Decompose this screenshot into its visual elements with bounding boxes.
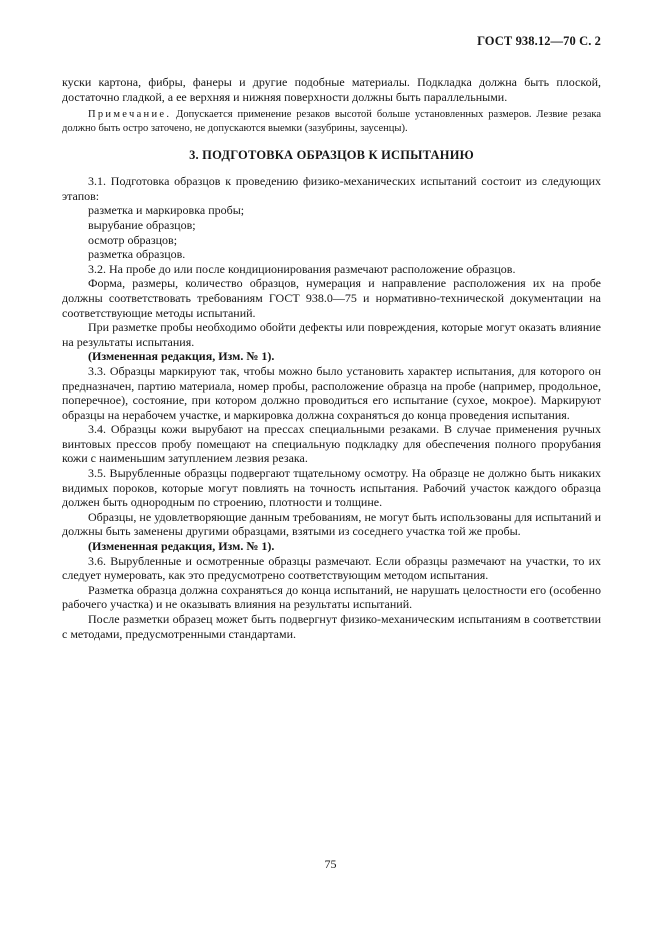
section-title: 3. ПОДГОТОВКА ОБРАЗЦОВ К ИСПЫТАНИЮ	[189, 148, 474, 163]
note-paragraph	[62, 108, 601, 135]
stage-item: вырубание образцов;	[88, 217, 196, 232]
stage-item: осмотр образцов;	[88, 232, 178, 247]
stage-item: разметка образцов.	[88, 247, 186, 262]
paragraph-3-1: 3.1. Подготовка образцов к проведению физико-механических испытаний состоит из следующих этапов:	[62, 174, 601, 203]
page-number: 75	[324, 857, 337, 871]
stage-item: разметка и маркировка пробы;	[88, 203, 245, 218]
paragraph-3-5: 3.5. Вырубленные образцы подвергают тщательному осмотру. На образце не должно быть никаких видимых пороков, которые могут повлиять на точность испытания. Рабочий участок каждого образца должен быть однородным по строению, плотности и толщине.	[62, 466, 601, 510]
document-header: ГОСТ 938.12—70 С. 2	[477, 34, 601, 48]
paragraph-3-3: 3.3. Образцы маркируют так, чтобы можно было установить характер испытания, для которого он предназначен, партию материала, номер пробы, расположение образца на пробе (например, продольное, поперечное), состояние, при котором должно проводиться его испытание (сухое, мокрое). Маркируют образцы на нерабочем участке, и маркировка должна сохраняться до конца проведения испытания.	[62, 363, 601, 422]
paragraph-3-2: 3.2. На пробе до или после кондиционирования размечают расположение образцов.	[88, 261, 516, 276]
paragraph-3-5b: Образцы, не удовлетворяющие данным требованиям, не могут быть использованы для испытаний и должны быть заменены другими образцами, взятыми из соседнего участка той же пробы.	[62, 509, 601, 539]
amendment-note: (Измененная редакция, Изм. № 1).	[88, 539, 275, 554]
note-text: Допускается применение резаков высотой больше установленных размеров. Лезвие резака должно быть остро заточено, не допускаются выемки (зазубрины, заусенцы).	[62, 109, 601, 134]
paragraph-3-6b: Разметка образца должна сохраняться до конца испытаний, не нарушать целостности его (особенно рабочего участка) и не оказывать влияния на результаты испытаний.	[62, 582, 601, 612]
continuation-paragraph: куски картона, фибры, фанеры и другие подобные материалы. Подкладка должна быть плоской, достаточно гладкой, а ее верхняя и нижняя поверхности должны быть параллельными.	[62, 75, 601, 104]
paragraph-3-6: 3.6. Вырубленные и осмотренные образцы размечают. Если образцы размечают на участки, то их следует нумеровать, как это предусмотрено соответствующим методом испытания.	[62, 553, 601, 583]
page-content	[62, 75, 601, 641]
paragraph-3-2c: При разметке пробы необходимо обойти дефекты или повреждения, которые могут оказать влияние на результаты испытания.	[62, 320, 601, 349]
paragraph-3-2b: Форма, размеры, количество образцов, нумерация и направление расположения их на пробе должны соответствовать требованиям ГОСТ 938.0—75 и нормативно-технической документации на соответствующие методы испытаний.	[62, 276, 601, 320]
amendment-note: (Измененная редакция, Изм. № 1).	[88, 349, 275, 364]
paragraph-3-6c: После разметки образец может быть подвергнут физико-механическим испытаниям в соответствии с методами, предусмотренными стандартами.	[62, 612, 601, 641]
paragraph-3-4: 3.4. Образцы кожи вырубают на прессах специальными резаками. В случае применения ручных винтовых прессов пробу помещают на специальную подкладку для обеспечения полного прорубания кожи с наименьшим затуплением лезвия резака.	[62, 422, 601, 466]
note-label: Примечание.	[88, 109, 172, 121]
